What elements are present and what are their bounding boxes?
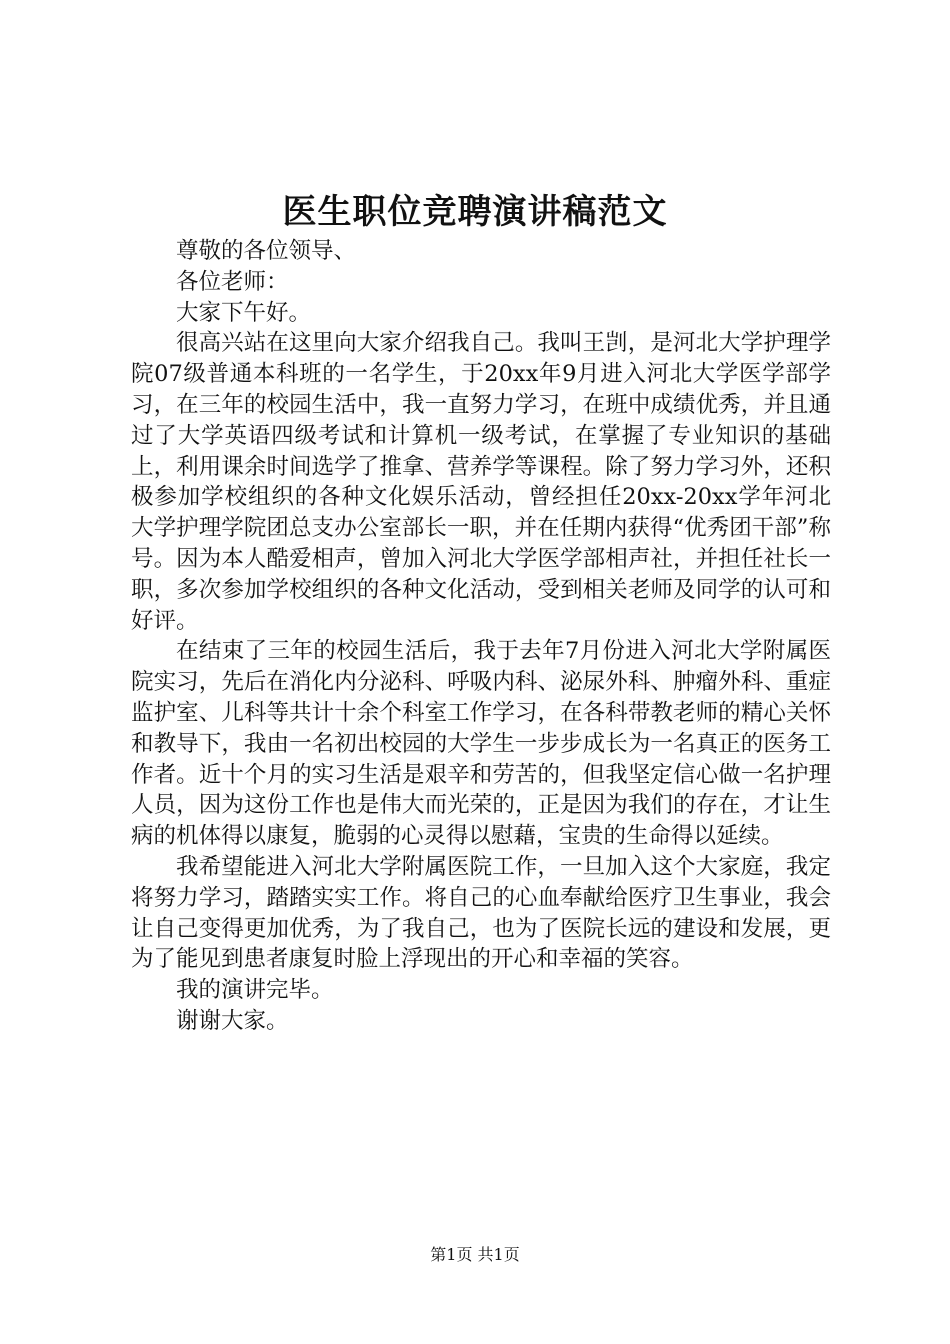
- paragraph-aspiration: 我希望能进入河北大学附属医院工作，一旦加入这个大家庭，我定将努力学习，踏踏实实工作。将自己的心血奉献给医疗卫生事业，我会让自己变得更加优秀，为了我自己，也为了医院长远的建设和发展，更为了能见到患者康复时脸上浮现出的开心和幸福的笑容。: [131, 853, 831, 973]
- salutation-leaders: 尊敬的各位领导、: [176, 238, 357, 264]
- closing-line: 我的演讲完毕。: [176, 977, 334, 1004]
- salutation-teachers: 各位老师：: [176, 268, 289, 295]
- document-body: [131, 236, 831, 1037]
- page-footer: 第1页 共1页: [430, 1245, 520, 1264]
- paragraph-introduction: 很高兴站在这里向大家介绍我自己。我叫王剀，是河北大学护理学院07级普通本科班的一名学生，于20xx年9月进入河北大学医学部学习，在三年的校园生活中，我一直努力学习，在班中成绩优秀，并且通过了大学英语四级考试和计算机一级考试，在掌握了专业知识的基础上，利用课余时间选学了推拿、营养学等课程。除了努力学习外，还积极参加学校组织的各种文化娱乐活动，曾经担任20xx-20xx学年河北大学护理学院团总支办公室部长一职，并在任期内获得“优秀团干部”称号。因为本人酷爱相声，曾加入河北大学医学部相声社，并担任社长一职，多次参加学校组织的各种文化活动，受到相关老师及同学的认可和好评。: [131, 330, 831, 634]
- thanks-line: 谢谢大家。: [176, 1007, 289, 1034]
- paragraph-internship: 在结束了三年的校园生活后，我于去年7月份进入河北大学附属医院实习，先后在消化内分泌科、呼吸内科、泌尿外科、肿瘤外科、重症监护室、儿科等共计十余个科室工作学习，在各科带教老师的精心关怀和教导下，我由一名初出校园的大学生一步步成长为一名真正的医务工作者。近十个月的实习生活是艰辛和劳苦的，但我坚定信心做一名护理人员，因为这份工作也是伟大而光荣的，正是因为我们的存在，才让生病的机体得以康复，脆弱的心灵得以慰藉，宝贵的生命得以延续。: [131, 638, 831, 850]
- greeting: 大家下午好。: [176, 299, 312, 326]
- document-title: 医生职位竞聘演讲稿范文: [282, 192, 668, 232]
